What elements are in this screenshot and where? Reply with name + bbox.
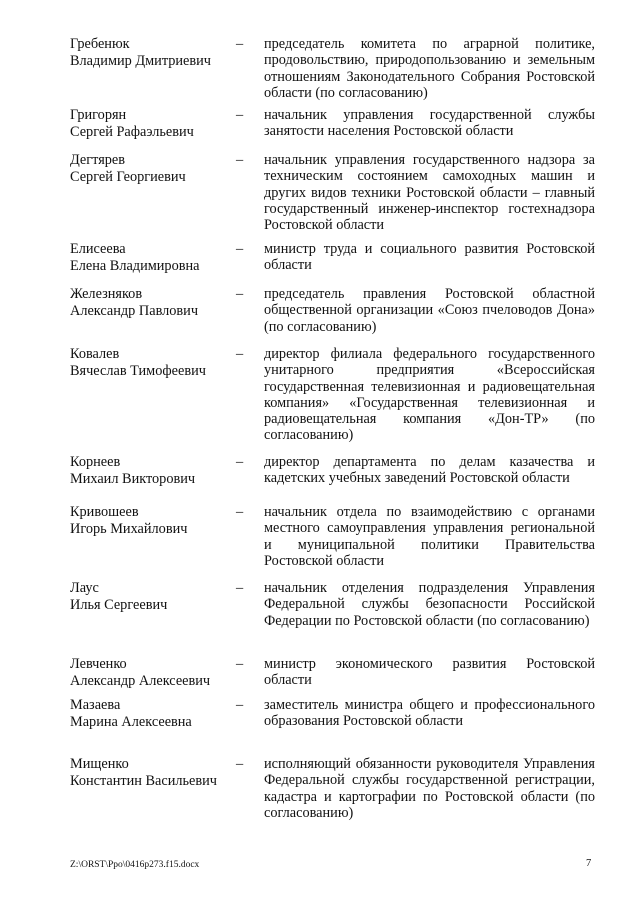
member-position: заместитель министра общего и профессионального образования Ростовской области bbox=[264, 697, 595, 730]
member-position: директор департамента по делам казачества и кадетских учебных заведений Ростовской области bbox=[264, 454, 595, 487]
member-name bbox=[70, 454, 235, 488]
member-entry bbox=[0, 107, 640, 152]
member-roster bbox=[0, 36, 640, 846]
member-name bbox=[70, 346, 235, 380]
member-given-name: Марина Алексеевна bbox=[70, 714, 192, 731]
member-name bbox=[70, 241, 235, 275]
member-given-name: Илья Сергеевич bbox=[70, 597, 168, 614]
member-position: министр экономического развития Ростовской области bbox=[264, 656, 595, 689]
member-given-name: Сергей Рафаэльевич bbox=[70, 124, 194, 141]
member-surname: Дегтярев bbox=[70, 152, 126, 168]
member-name bbox=[70, 286, 235, 320]
member-surname: Елисеева bbox=[70, 241, 126, 257]
separator-dash: – bbox=[236, 346, 244, 362]
member-name bbox=[70, 107, 235, 141]
member-position: председатель правления Ростовской областной общественной организации «Союз пчеловодов Дона» (по согласованию) bbox=[264, 286, 595, 335]
member-given-name: Михаил Викторович bbox=[70, 471, 196, 488]
member-surname: Левченко bbox=[70, 656, 127, 672]
member-position: начальник управления государственной службы занятости населения Ростовской области bbox=[264, 107, 595, 140]
member-position: начальник управления государственного надзора за техническим состоянием самоходных машин и других видов техники Ростовской области – главный государственный инженер-инспектор гостехнадзора Ростовской области bbox=[264, 152, 595, 234]
member-surname: Мазаева bbox=[70, 697, 121, 713]
separator-dash: – bbox=[236, 504, 244, 520]
member-entry bbox=[0, 346, 640, 454]
footer-file-path: Z:\ORST\Ppo\0416p273.f15.docx bbox=[70, 860, 200, 870]
member-given-name: Константин Васильевич bbox=[70, 773, 217, 790]
member-surname: Мищенко bbox=[70, 756, 129, 772]
member-entry bbox=[0, 580, 640, 656]
footer-page-number: 7 bbox=[586, 858, 592, 869]
member-surname: Григорян bbox=[70, 107, 127, 123]
member-surname: Гребенюк bbox=[70, 36, 130, 52]
member-position: директор филиала федерального государственного унитарного предприятия «Всероссийская государственная телевизионная и радиовещательная компания» «Государственная телевизионная и радиовещательная компания «Дон-ТР» (по согласованию) bbox=[264, 346, 595, 444]
member-position: начальник отделения подразделения Управления Федеральной службы безопасности Российской Федерации по Ростовской области (по согласованию) bbox=[264, 580, 595, 629]
separator-dash: – bbox=[236, 580, 244, 596]
member-given-name: Сергей Георгиевич bbox=[70, 169, 186, 186]
member-entry bbox=[0, 286, 640, 346]
member-name bbox=[70, 580, 235, 614]
member-surname: Ковалев bbox=[70, 346, 120, 362]
member-surname: Кривошеев bbox=[70, 504, 139, 520]
member-entry bbox=[0, 36, 640, 107]
separator-dash: – bbox=[236, 286, 244, 302]
member-given-name: Владимир Дмитриевич bbox=[70, 53, 211, 70]
separator-dash: – bbox=[236, 152, 244, 168]
member-entry bbox=[0, 504, 640, 580]
member-name bbox=[70, 756, 235, 790]
member-given-name: Игорь Михайлович bbox=[70, 521, 188, 538]
member-surname: Железняков bbox=[70, 286, 143, 302]
member-entry bbox=[0, 756, 640, 846]
separator-dash: – bbox=[236, 36, 244, 52]
member-surname: Лаус bbox=[70, 580, 99, 596]
member-entry bbox=[0, 152, 640, 241]
member-name bbox=[70, 36, 235, 70]
member-entry bbox=[0, 656, 640, 697]
separator-dash: – bbox=[236, 756, 244, 772]
separator-dash: – bbox=[236, 454, 244, 470]
member-position: начальник отдела по взаимодействию с органами местного самоуправления управления региональной и муниципальной политики Правительства Ростовской области bbox=[264, 504, 595, 569]
separator-dash: – bbox=[236, 697, 244, 713]
member-name bbox=[70, 656, 235, 690]
member-name bbox=[70, 504, 235, 538]
separator-dash: – bbox=[236, 656, 244, 672]
member-entry bbox=[0, 697, 640, 756]
member-given-name: Вячеслав Тимофеевич bbox=[70, 363, 206, 380]
member-entry bbox=[0, 241, 640, 286]
member-given-name: Александр Алексеевич bbox=[70, 673, 211, 690]
member-surname: Корнеев bbox=[70, 454, 121, 470]
member-name bbox=[70, 697, 235, 731]
member-position: председатель комитета по аграрной политике, продовольствию, природопользованию и земельным отношениям Законодательного Собрания Ростовской области (по согласованию) bbox=[264, 36, 595, 101]
member-entry bbox=[0, 454, 640, 504]
separator-dash: – bbox=[236, 107, 244, 123]
member-position: министр труда и социального развития Ростовской области bbox=[264, 241, 595, 274]
member-given-name: Елена Владимировна bbox=[70, 258, 200, 275]
separator-dash: – bbox=[236, 241, 244, 257]
member-position: исполняющий обязанности руководителя Управления Федеральной службы государственной регистрации, кадастра и картографии по Ростовской области (по согласованию) bbox=[264, 756, 595, 821]
member-name bbox=[70, 152, 235, 186]
member-given-name: Александр Павлович bbox=[70, 303, 199, 320]
